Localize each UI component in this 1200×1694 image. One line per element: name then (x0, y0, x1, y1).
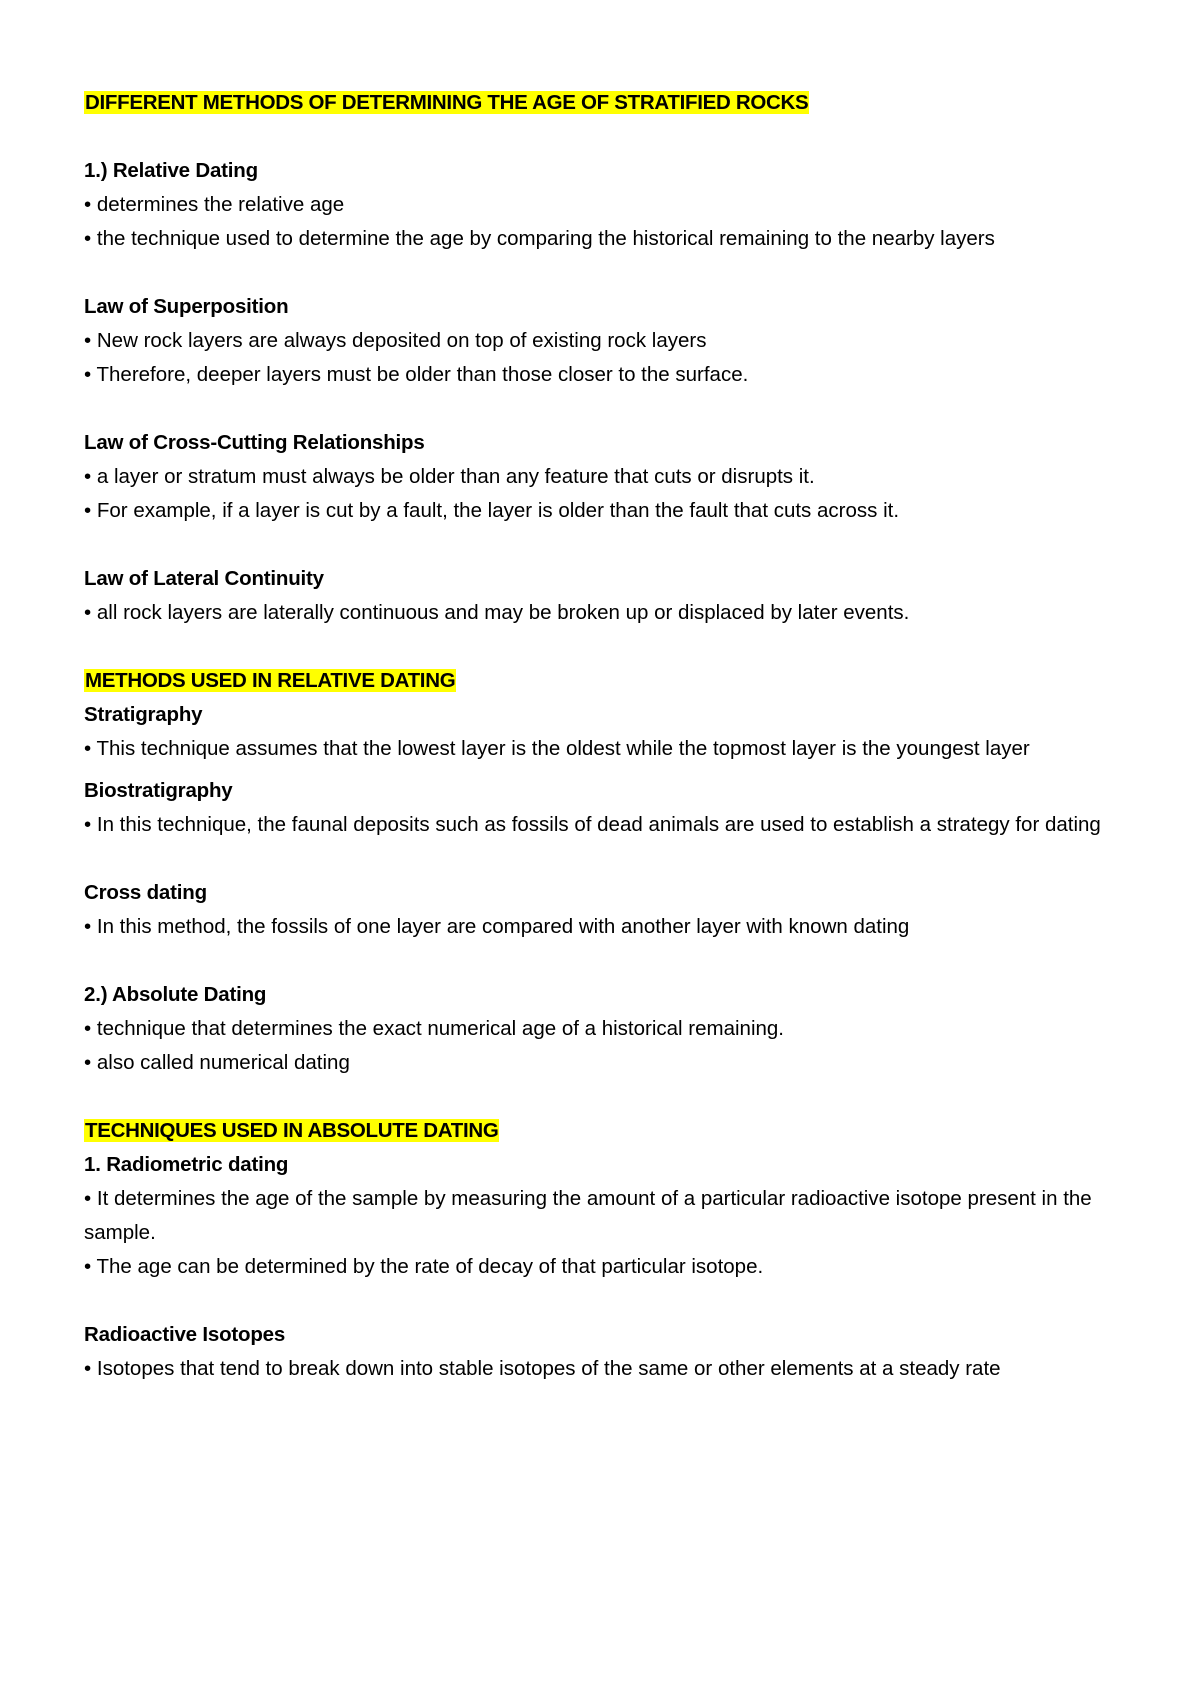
bullet-item: • determines the relative age (84, 193, 345, 216)
law-cross-cutting-section (84, 426, 1134, 528)
spacer (84, 630, 1134, 664)
bullet-item: • technique that determines the exact numerical age of a historical remaining. (84, 1017, 785, 1040)
bullet-item: • For example, if a layer is cut by a fault, the layer is older than the fault that cuts across it. (84, 499, 900, 522)
document-title-row (84, 86, 1134, 120)
bullet-item: • the technique used to determine the age by comparing the historical remaining to the nearby layers (84, 227, 995, 250)
bullet-item: • Therefore, deeper layers must be older than those closer to the surface. (84, 363, 749, 386)
techniques-absolute-heading-row (84, 1114, 1134, 1148)
law-superposition-section (84, 290, 1134, 392)
spacer (84, 944, 1134, 978)
spacer (84, 392, 1134, 426)
methods-relative-heading-row (84, 664, 1134, 698)
bullet-item: • This technique assumes that the lowest layer is the oldest while the topmost layer is the youngest layer (84, 737, 1030, 760)
bullet-item: • all rock layers are laterally continuous and may be broken up or displaced by later events. (84, 601, 910, 624)
stratigraphy-heading: Stratigraphy (84, 703, 203, 726)
techniques-absolute-section (84, 1114, 1134, 1386)
methods-relative-section (84, 664, 1134, 944)
absolute-dating-section (84, 978, 1134, 1080)
spacer (84, 120, 1134, 154)
document-title: DIFFERENT METHODS OF DETERMINING THE AGE OF STRATIFIED ROCKS (85, 91, 809, 114)
biostratigraphy-heading: Biostratigraphy (84, 779, 233, 802)
law-cross-cutting-heading: Law of Cross-Cutting Relationships (84, 431, 425, 454)
law-lateral-section (84, 562, 1134, 630)
methods-relative-heading: METHODS USED IN RELATIVE DATING (85, 669, 456, 692)
radiometric-heading: 1. Radiometric dating (84, 1153, 289, 1176)
document-body (84, 86, 1134, 1386)
bullet-item: • a layer or stratum must always be older than any feature that cuts or disrupts it. (84, 465, 815, 488)
spacer (84, 766, 1134, 774)
bullet-item: • It determines the age of the sample by measuring the amount of a particular radioactive isotope present in the sample. (84, 1187, 1092, 1244)
spacer (84, 842, 1134, 876)
bullet-item: • also called numerical dating (84, 1051, 350, 1074)
cross-dating-heading: Cross dating (84, 881, 207, 904)
relative-dating-heading: 1.) Relative Dating (84, 159, 258, 182)
spacer (84, 1080, 1134, 1114)
spacer (84, 528, 1134, 562)
law-lateral-heading: Law of Lateral Continuity (84, 567, 324, 590)
bullet-item: • In this technique, the faunal deposits such as fossils of dead animals are used to establish a strategy for dating (84, 813, 1101, 836)
law-superposition-heading: Law of Superposition (84, 295, 289, 318)
bullet-item: • In this method, the fossils of one layer are compared with another layer with known dating (84, 915, 910, 938)
bullet-item: • New rock layers are always deposited on top of existing rock layers (84, 329, 707, 352)
bullet-item: • Isotopes that tend to break down into stable isotopes of the same or other elements at a steady rate (84, 1357, 1001, 1380)
spacer (84, 1284, 1134, 1318)
techniques-absolute-heading: TECHNIQUES USED IN ABSOLUTE DATING (85, 1119, 499, 1142)
relative-dating-section (84, 154, 1134, 256)
isotopes-heading: Radioactive Isotopes (84, 1323, 286, 1346)
bullet-item: • The age can be determined by the rate of decay of that particular isotope. (84, 1255, 764, 1278)
absolute-dating-heading: 2.) Absolute Dating (84, 983, 267, 1006)
spacer (84, 256, 1134, 290)
